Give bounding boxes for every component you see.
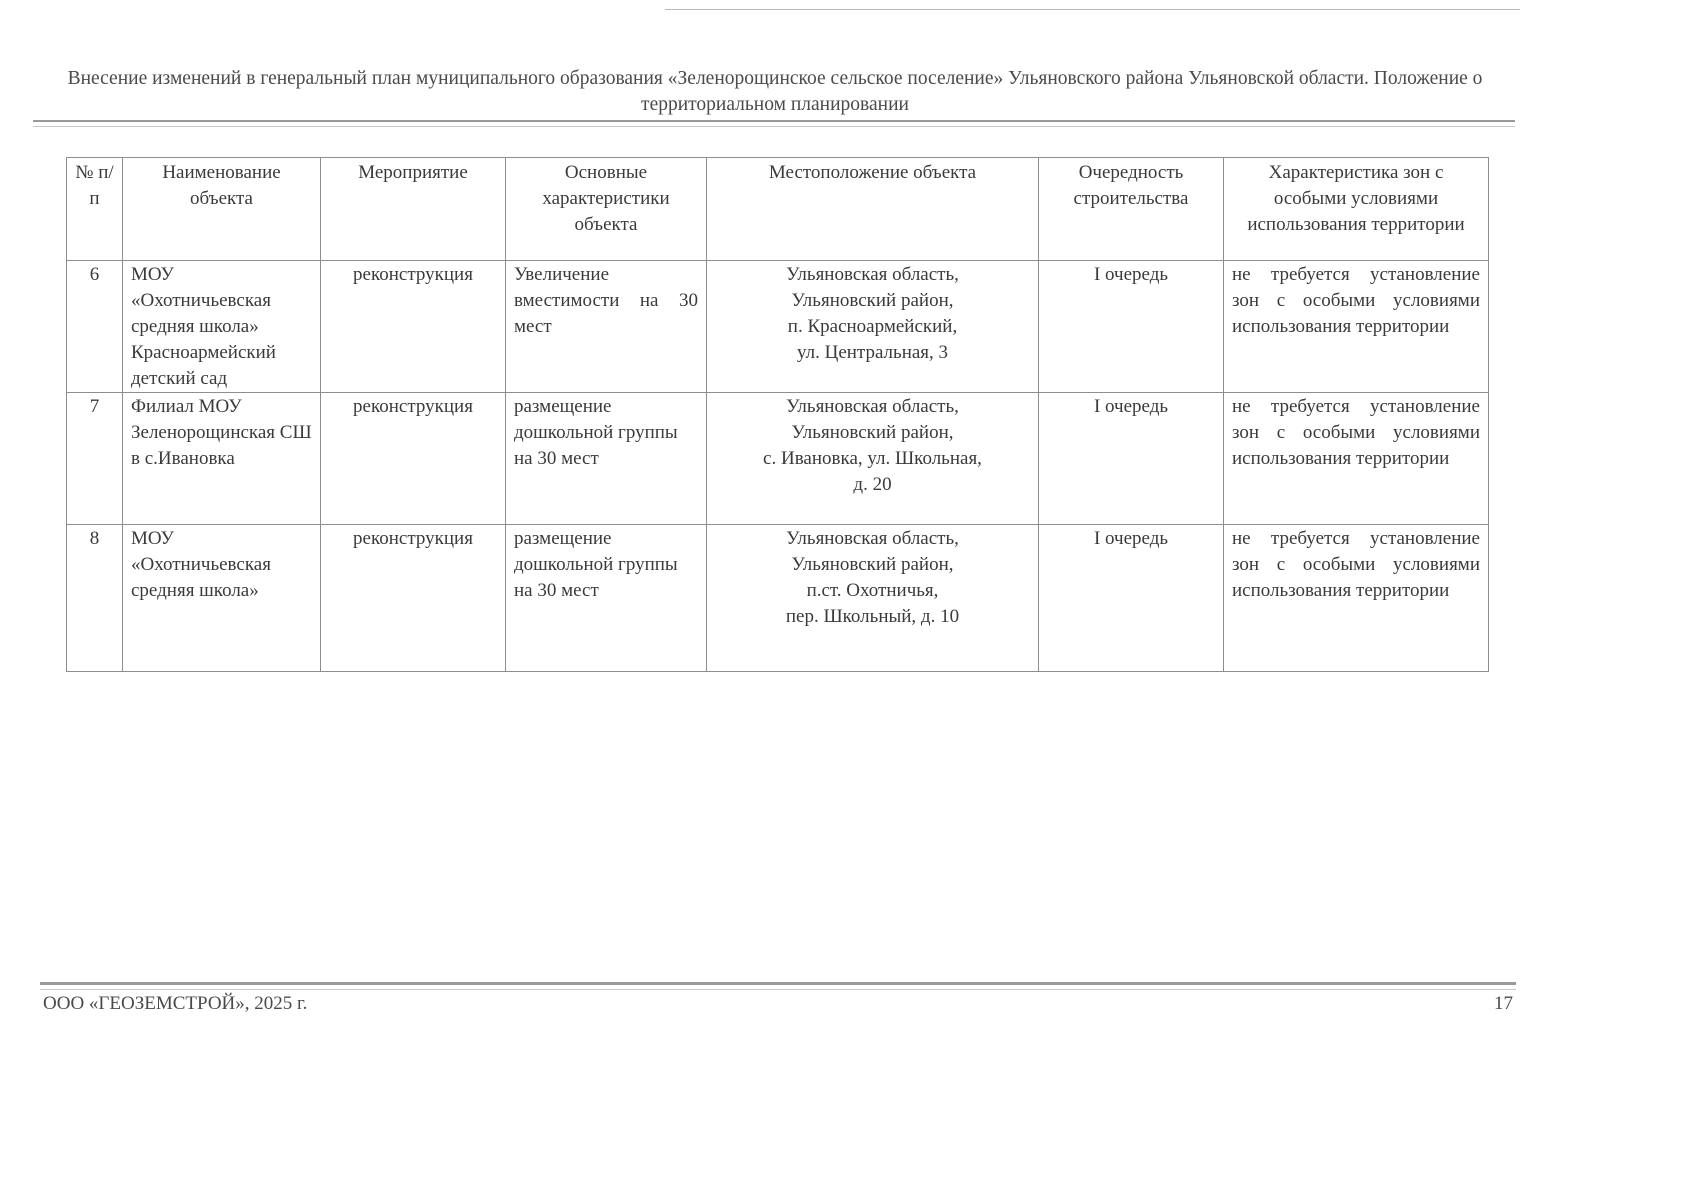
row-object-name: МОУ «Охотничьевская средняя школа» Красноармейский детский сад bbox=[123, 261, 321, 393]
table-row bbox=[67, 261, 1489, 393]
row-location: Ульяновская область, Ульяновский район, п. Красноармейский, ул. Центральная, 3 bbox=[707, 261, 1039, 393]
header-zones: Характеристика зон с особыми условиями использования территории bbox=[1224, 158, 1489, 261]
top-rule bbox=[665, 9, 1520, 10]
row-zones: не требуется установление зон с особыми условиями использования территории bbox=[1224, 525, 1489, 672]
row-characteristics: размещение дошкольной группы на 30 мест bbox=[506, 525, 707, 672]
objects-table bbox=[66, 157, 1489, 672]
header-rule bbox=[33, 120, 1515, 127]
header-number: № п/п bbox=[67, 158, 123, 261]
header-characteristics: Основные характеристики объекта bbox=[506, 158, 707, 261]
table-row bbox=[67, 525, 1489, 672]
table-row bbox=[67, 393, 1489, 525]
header-location: Местоположение объекта bbox=[707, 158, 1039, 261]
row-characteristics: размещение дошкольной группы на 30 мест bbox=[506, 393, 707, 525]
row-stage: I очередь bbox=[1039, 525, 1224, 672]
row-number: 6 bbox=[67, 261, 123, 393]
row-number: 7 bbox=[67, 393, 123, 525]
header-stage: Очередность строительства bbox=[1039, 158, 1224, 261]
row-action: реконструкция bbox=[321, 525, 506, 672]
row-zones: не требуется установление зон с особыми условиями использования территории bbox=[1224, 393, 1489, 525]
row-zones: не требуется установление зон с особыми условиями использования территории bbox=[1224, 261, 1489, 393]
table-header-row bbox=[67, 158, 1489, 261]
page-header-title: Внесение изменений в генеральный план муниципального образования «Зеленорощинское сельское поселение» Ульяновского района Ульяновской области. Положение о территориальном планировании bbox=[67, 68, 1483, 115]
footer-rule bbox=[40, 982, 1516, 990]
page-number: 17 bbox=[1494, 993, 1513, 1014]
row-object-name: Филиал МОУ Зеленорощинская СШ в с.Ивановка bbox=[123, 393, 321, 525]
row-stage: I очередь bbox=[1039, 261, 1224, 393]
row-location: Ульяновская область, Ульяновский район, п.ст. Охотничья, пер. Школьный, д. 10 bbox=[707, 525, 1039, 672]
header-object-name: Наименование объекта bbox=[123, 158, 321, 261]
row-number: 8 bbox=[67, 525, 123, 672]
footer-organization: ООО «ГЕОЗЕМСТРОЙ», 2025 г. bbox=[43, 993, 308, 1014]
row-action: реконструкция bbox=[321, 261, 506, 393]
row-characteristics: Увеличение вместимости на 30 мест bbox=[506, 261, 707, 393]
header-action: Мероприятие bbox=[321, 158, 506, 261]
row-location: Ульяновская область, Ульяновский район, с. Ивановка, ул. Школьная, д. 20 bbox=[707, 393, 1039, 525]
row-action: реконструкция bbox=[321, 393, 506, 525]
row-object-name: МОУ «Охотничьевская средняя школа» bbox=[123, 525, 321, 672]
row-stage: I очередь bbox=[1039, 393, 1224, 525]
